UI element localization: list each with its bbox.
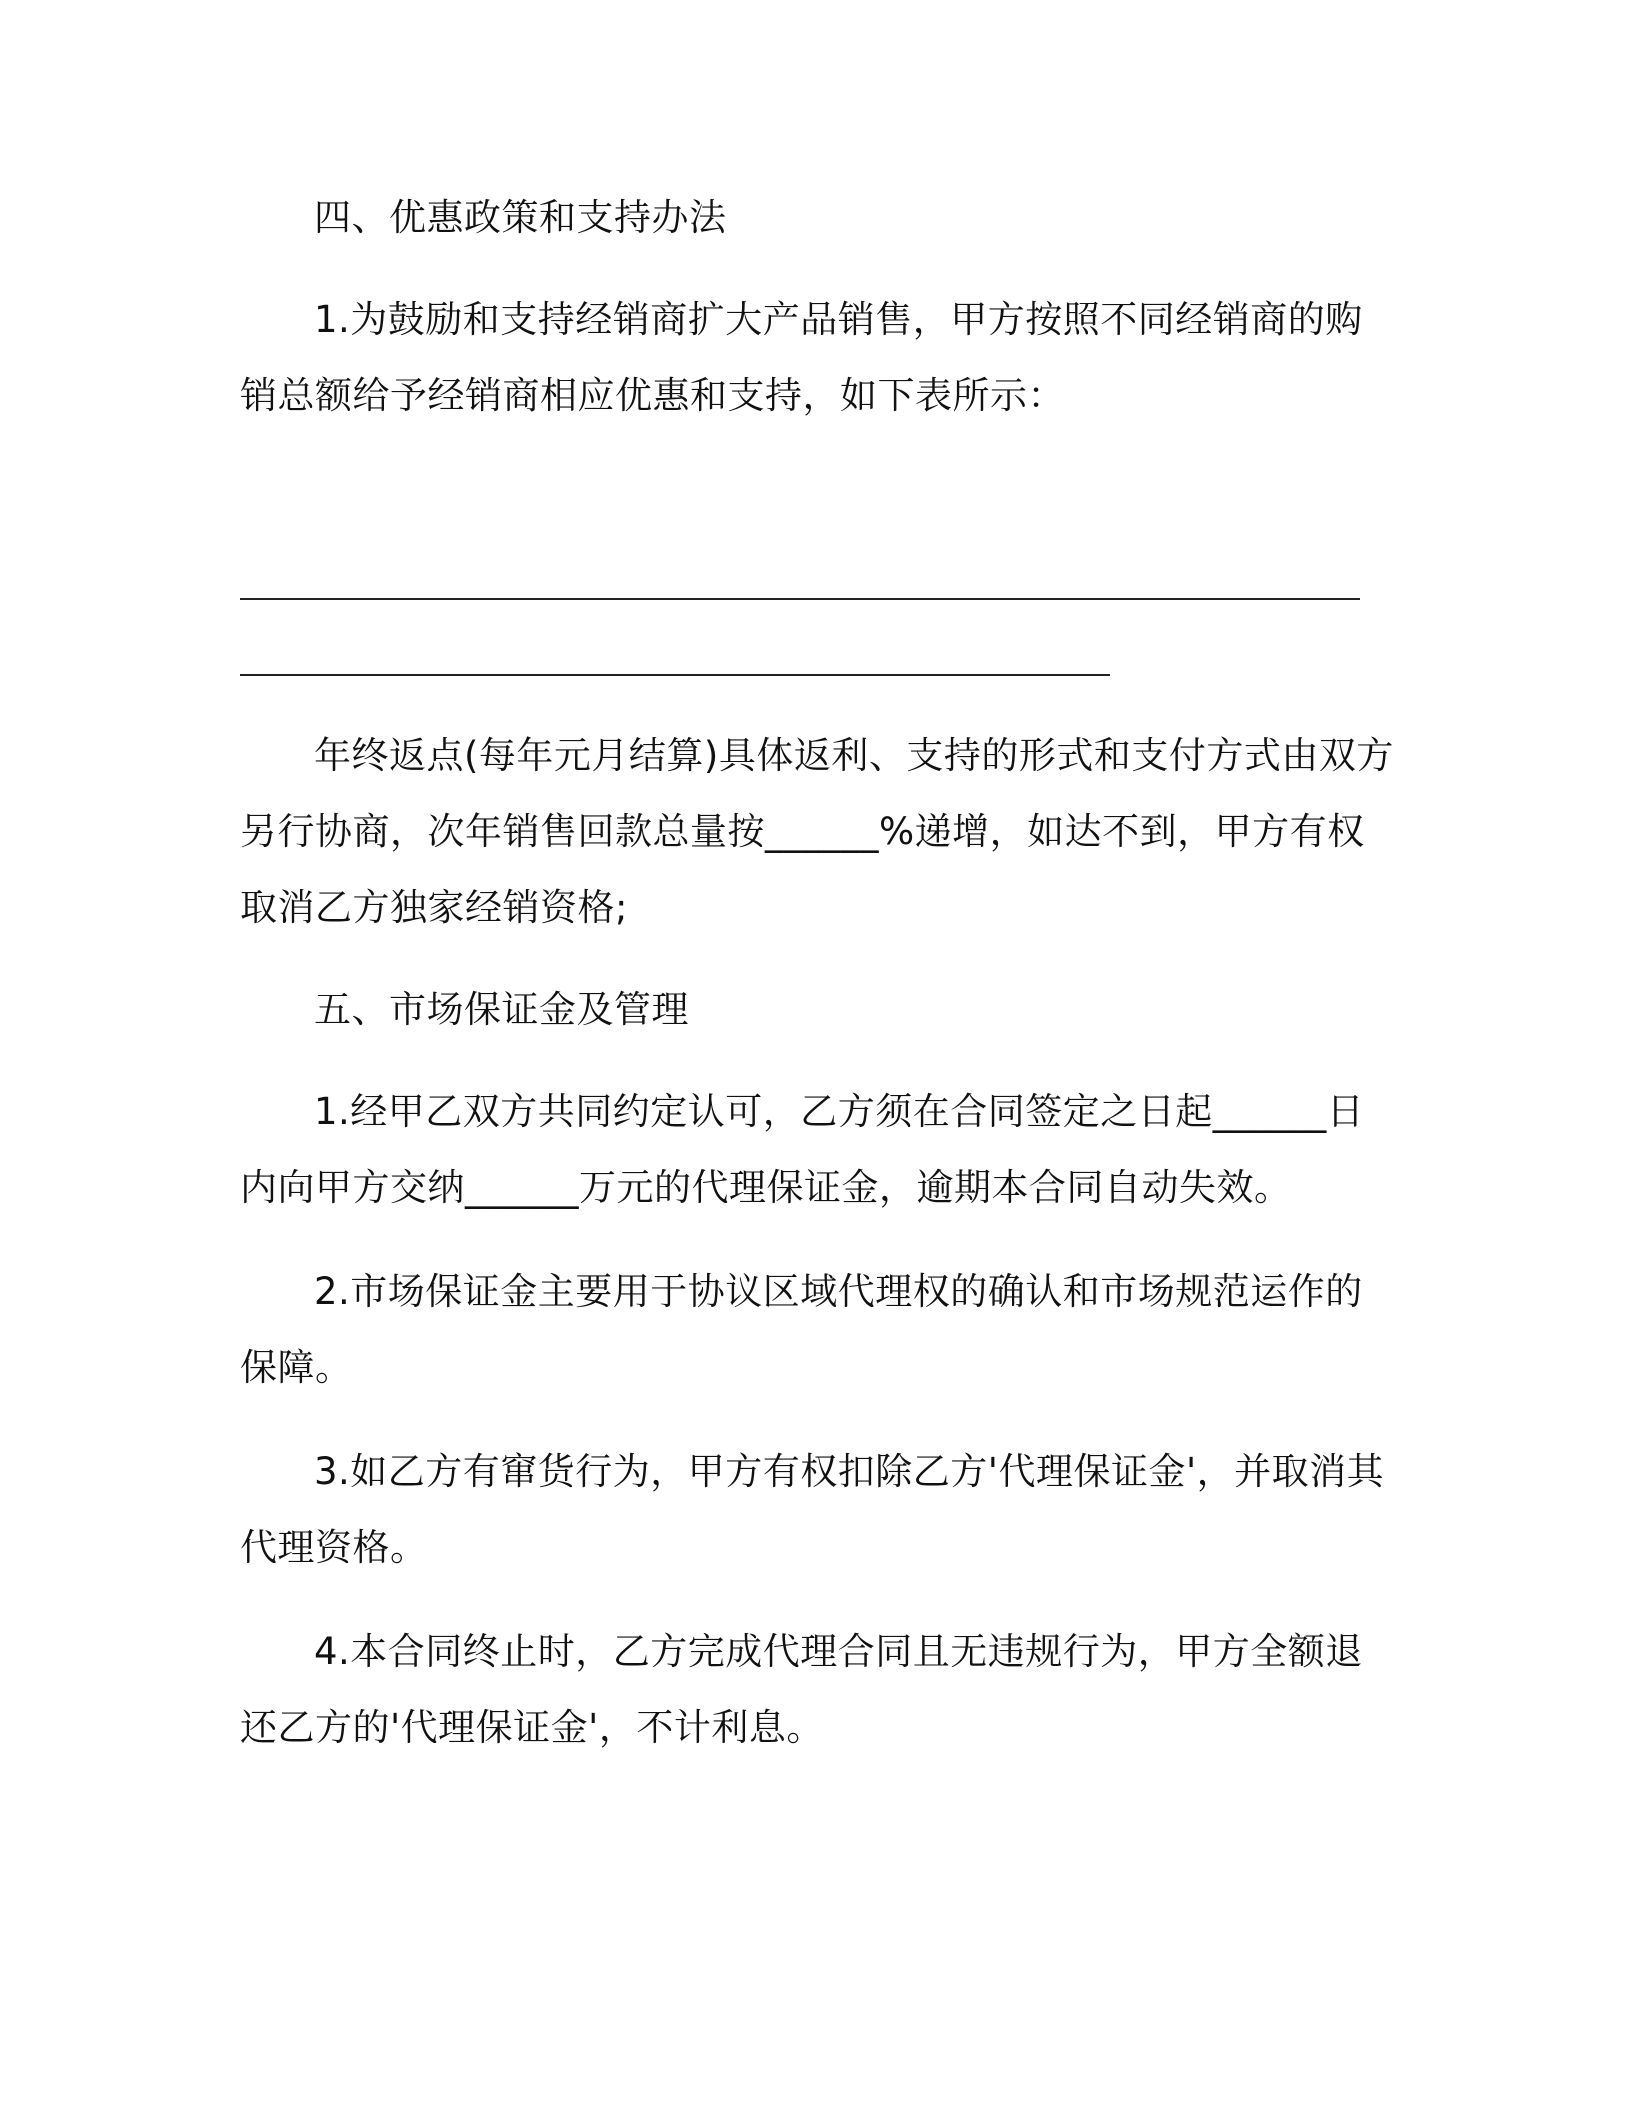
section-4-heading: 四、优惠政策和支持办法 — [314, 196, 727, 239]
section-5-item-3-line-2: 代理资格。 — [240, 1526, 428, 1569]
rebate-paragraph-line-3: 取消乙方独家经销资格; — [240, 886, 628, 929]
rebate-paragraph-line-1: 年终返点(每年元月结算)具体返利、支持的形式和支付方式由双方 — [314, 734, 1394, 777]
blank-table-line-2 — [240, 674, 1110, 676]
rebate-paragraph-line-2: 另行协商，次年销售回款总量按______%递增，如达不到，甲方有权 — [240, 810, 1365, 853]
blank-table-line-1 — [240, 598, 1360, 600]
section-5-item-2-line-2: 保障。 — [240, 1346, 353, 1389]
section-4-item-1-line-2: 销总额给予经销商相应优惠和支持，如下表所示： — [240, 374, 1065, 417]
section-5-item-1-line-1: 1.经甲乙双方共同约定认可，乙方须在合同签定之日起______日 — [314, 1090, 1365, 1133]
section-5-heading: 五、市场保证金及管理 — [314, 988, 689, 1031]
section-5-item-3-line-1: 3.如乙方有窜货行为，甲方有权扣除乙方'代理保证金'，并取消其 — [314, 1450, 1385, 1493]
section-5-item-4-line-1: 4.本合同终止时，乙方完成代理合同且无违规行为，甲方全额退 — [314, 1630, 1363, 1673]
section-5-item-4-line-2: 还乙方的'代理保证金'，不计利息。 — [240, 1706, 824, 1749]
section-5-item-1-line-2: 内向甲方交纳______万元的代理保证金，逾期本合同自动失效。 — [240, 1166, 1292, 1209]
section-4-item-1-line-1: 1.为鼓励和支持经销商扩大产品销售，甲方按照不同经销商的购 — [314, 298, 1363, 341]
section-5-item-2-line-1: 2.市场保证金主要用于协议区域代理权的确认和市场规范运作的 — [314, 1270, 1363, 1313]
